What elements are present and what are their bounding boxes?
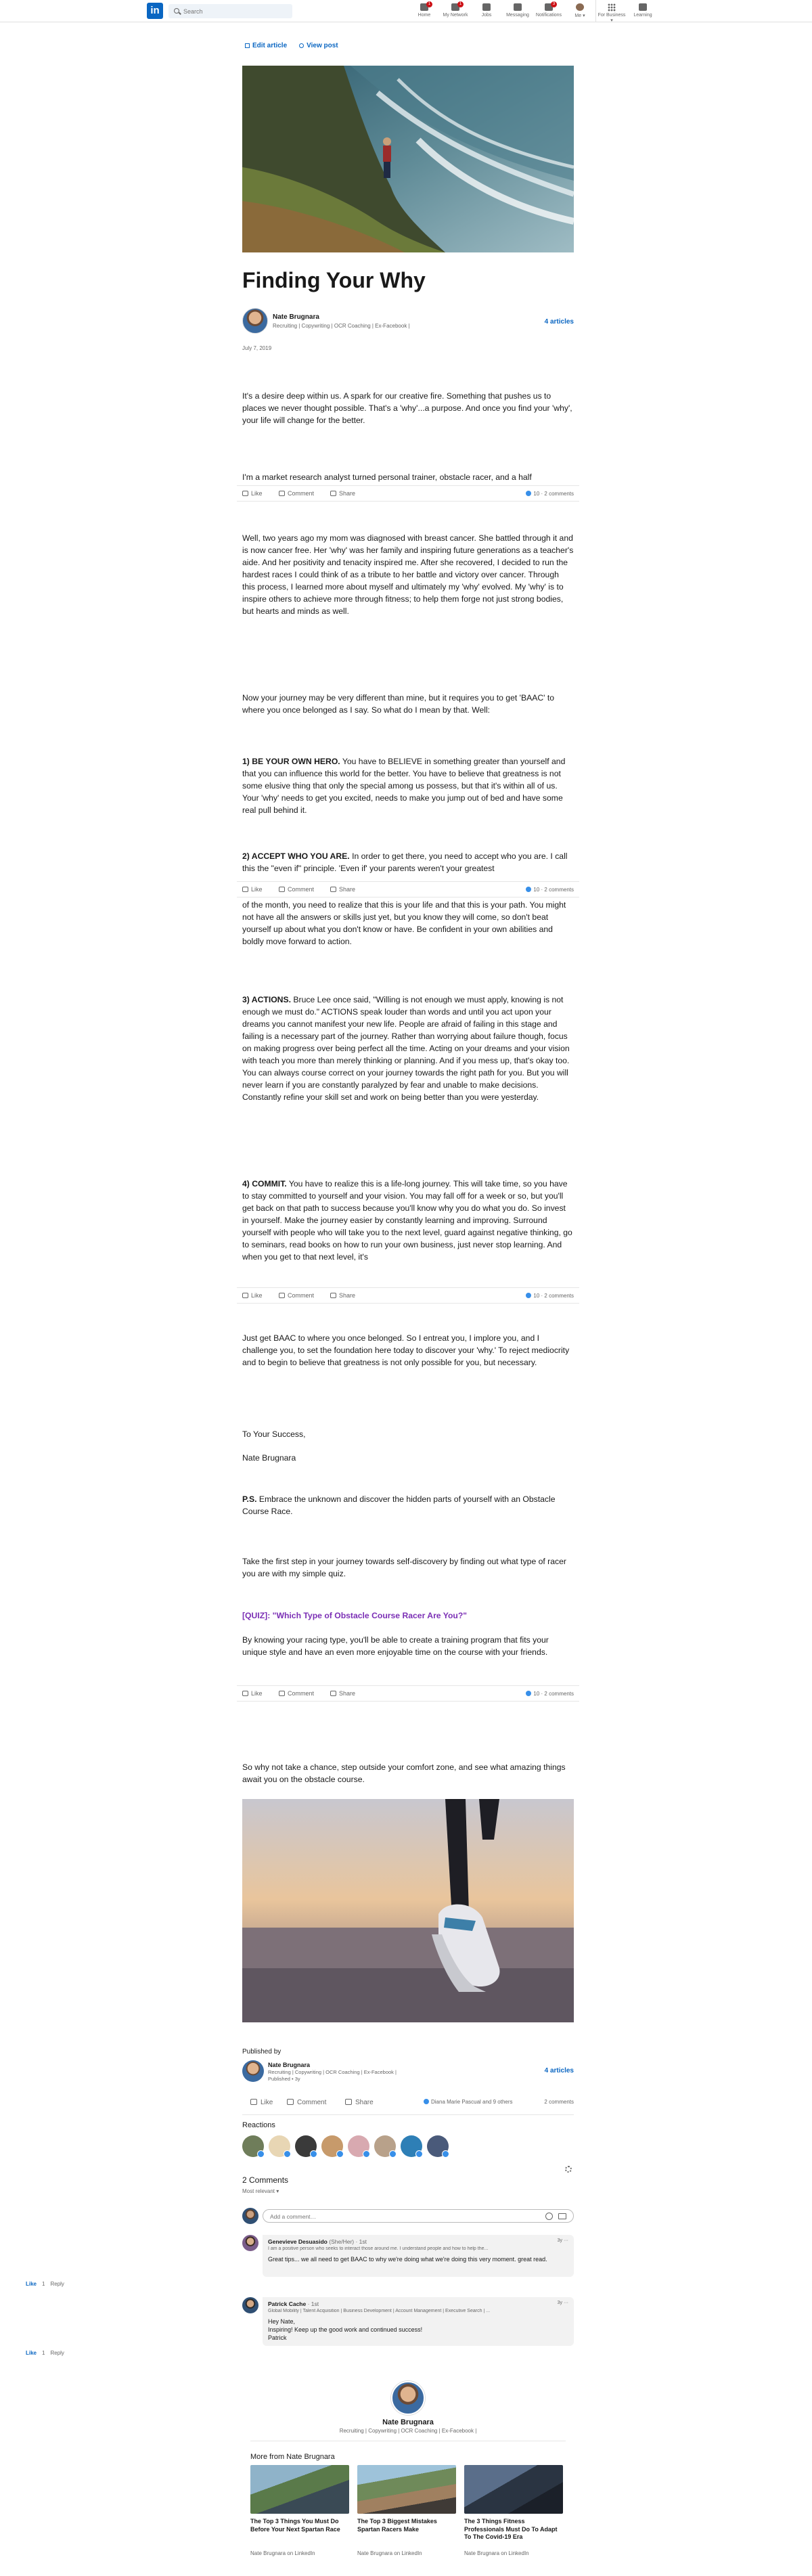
share-button[interactable] xyxy=(330,1690,355,1697)
quiz-link[interactable] xyxy=(242,1609,574,1622)
nav-items xyxy=(409,0,658,22)
paragraph xyxy=(242,850,574,874)
nav-messaging[interactable] xyxy=(502,0,533,22)
floating-social-bar xyxy=(237,485,579,502)
share-icon xyxy=(330,887,336,892)
author-block xyxy=(242,308,574,338)
share-label: Share xyxy=(355,2099,374,2106)
gear-icon[interactable] xyxy=(565,2166,572,2173)
article-card-source: Nate Brugnara on LinkedIn xyxy=(250,2550,315,2556)
article-card-thumbnail xyxy=(464,2465,563,2514)
avatar[interactable] xyxy=(242,2297,258,2313)
comment-item xyxy=(242,2235,574,2278)
comment-button[interactable] xyxy=(279,1292,314,1299)
thumbs-up-icon xyxy=(242,1293,248,1298)
publisher-headline: Recruiting | Copywriting | OCR Coaching | Ex-Facebook | xyxy=(268,2069,397,2075)
reactor-avatar[interactable] xyxy=(348,2135,369,2157)
briefcase-icon xyxy=(482,3,491,11)
author-footer-name[interactable]: Nate Brugnara xyxy=(382,2418,434,2426)
comment-button[interactable] xyxy=(279,1690,314,1697)
like-label: Like xyxy=(251,1690,263,1697)
comment-reply-button[interactable]: Reply xyxy=(50,2350,64,2356)
pencil-icon xyxy=(245,43,250,48)
notification-badge: 3 xyxy=(551,1,557,7)
nav-label: Jobs xyxy=(481,13,492,18)
emoji-icon[interactable] xyxy=(545,2213,553,2220)
article-card-title: The Top 3 Things You Must Do Before Your Next Spartan Race xyxy=(250,2518,340,2533)
like-label: Like xyxy=(251,490,263,497)
paragraph xyxy=(242,1493,574,1517)
like-label: Like xyxy=(251,1292,263,1299)
comment-actions xyxy=(26,2281,64,2287)
like-button[interactable] xyxy=(250,2099,273,2106)
paragraph-body: You have to realize this is a life-long journey. This will take time, so you have to stay committed to yourself and your vision. You may fall off for a week or so, but you'll get back on that path to success because you'll know why you do what you do. So invest in yourself. Make the journey easier by constantly learning and improving. Surround yourself with people who will take you to the next level, guard against negative thinking, go to seminars, read books on how to run your own business, just never stop learning. And when you get to that next level, it's xyxy=(242,1179,572,1262)
nav-me[interactable] xyxy=(564,0,595,22)
comment-icon xyxy=(287,2099,294,2105)
article-card-thumbnail xyxy=(357,2465,456,2514)
social-counts[interactable] xyxy=(526,887,574,893)
paragraph-heading: 2) ACCEPT WHO YOU ARE. xyxy=(242,851,350,861)
author-articles-link[interactable]: 4 articles xyxy=(544,318,574,326)
nav-inner xyxy=(144,0,658,22)
reactor-avatar[interactable] xyxy=(401,2135,422,2157)
like-reaction-icon xyxy=(363,2150,370,2158)
paragraph: Take the first step in your journey towards self-discovery by finding out what type of racer you are with my simple quiz. xyxy=(242,1557,566,1578)
reactor-avatar[interactable] xyxy=(269,2135,290,2157)
running-shoe-image xyxy=(242,1799,574,2022)
author-footer-avatar[interactable] xyxy=(391,2381,425,2415)
comment-icon xyxy=(279,887,285,892)
thumbs-up-icon xyxy=(242,491,248,496)
quiz-link-text[interactable]: [QUIZ]: "Which Type of Obstacle Course Racer Are You?" xyxy=(242,1611,468,1620)
more-from-heading: More from Nate Brugnara xyxy=(250,2453,335,2461)
paragraph: Well, two years ago my mom was diagnosed with breast cancer. She battled through it and is now cancer free. Her 'why' was her family and inspiring future generations as a teacher's aide. And her positivity and tenacity inspired me. After she recovered, I decided to run the hardest races I could think of as a tribute to her battle and victory over cancer. Through this process, I learned more about myself and ultimately my 'why' evolved. My 'why' is to inspire others to achieve more through fitness; to help them forge not just strong bodies, but hearts and minds as well. xyxy=(242,533,574,616)
reactions-heading: Reactions xyxy=(242,2121,275,2129)
comment-actions xyxy=(26,2350,64,2356)
like-button[interactable] xyxy=(242,1690,263,1697)
like-reaction-icon xyxy=(526,491,531,496)
comment-like-count[interactable]: 1 xyxy=(42,2281,45,2287)
comment-like-button[interactable]: Like xyxy=(26,2281,37,2287)
publisher-name[interactable]: Nate Brugnara xyxy=(268,2062,311,2068)
like-button[interactable] xyxy=(242,886,263,893)
like-label: Like xyxy=(261,2099,273,2106)
like-reaction-icon xyxy=(284,2150,291,2158)
comment-label: Comment xyxy=(288,490,315,497)
share-button[interactable] xyxy=(330,1292,355,1299)
article-social-actions xyxy=(242,2096,574,2111)
like-reaction-icon xyxy=(336,2150,344,2158)
like-reaction-icon xyxy=(415,2150,423,2158)
reactor-avatar[interactable] xyxy=(427,2135,449,2157)
article-edit-bar xyxy=(245,42,338,51)
author-name[interactable]: Nate Brugnara xyxy=(273,313,319,321)
comment-label: Comment xyxy=(297,2099,327,2106)
floating-social-bar xyxy=(237,1685,579,1702)
commenter-name-text: Patrick Cache xyxy=(268,2301,307,2307)
reactor-avatar[interactable] xyxy=(242,2135,264,2157)
avatar[interactable] xyxy=(242,2235,258,2251)
nav-label: Messaging xyxy=(506,13,529,18)
published-time: Published • 3y xyxy=(268,2076,300,2082)
share-label: Share xyxy=(339,1292,356,1299)
image-icon[interactable] xyxy=(558,2213,566,2219)
like-button[interactable] xyxy=(242,490,263,497)
cover-image xyxy=(242,66,574,252)
notification-badge: 1 xyxy=(426,1,432,7)
comment-icon xyxy=(279,491,285,496)
social-counts[interactable] xyxy=(526,1691,574,1697)
comment-bubble xyxy=(263,2297,574,2346)
article-card[interactable] xyxy=(250,2465,349,2567)
floating-social-bar xyxy=(237,1287,579,1304)
comment-label: Comment xyxy=(288,1690,315,1697)
nav-label: Learning xyxy=(633,13,652,18)
nav-for-business[interactable] xyxy=(596,0,627,22)
author-headline: Recruiting | Copywriting | OCR Coaching | Ex-Facebook | xyxy=(273,323,410,329)
comment-box[interactable] xyxy=(263,2209,574,2223)
share-label: Share xyxy=(339,886,356,893)
share-icon xyxy=(330,1293,336,1298)
author-footer-headline: Recruiting | Copywriting | OCR Coaching | Ex-Facebook | xyxy=(339,2428,477,2434)
paragraph-body: In order to get there, you need to accept who you are. I call this the "even if" principle. 'Even if' your parents weren't your greatest xyxy=(242,851,568,873)
commenter-name[interactable] xyxy=(268,2238,568,2245)
search-box[interactable] xyxy=(168,4,292,18)
commenter-headline: I am a positive person who seeks to interact those around me. I understand people and how to help the... xyxy=(268,2246,489,2251)
nav-my-network[interactable] xyxy=(440,0,471,22)
paragraph: Just get BAAC to where you once belonged. So I entreat you, I implore you, and I challenge you, to set the foundation here today to discover your 'why.' To reject mediocrity and to begin to believe that greatness is not only possible for you, but necessary. xyxy=(242,1333,570,1367)
reactions-list xyxy=(242,2135,449,2157)
nav-jobs[interactable] xyxy=(471,0,502,22)
comment-icon xyxy=(279,1293,285,1298)
like-reaction-icon xyxy=(424,2099,429,2104)
publish-date: July 7, 2019 xyxy=(242,345,272,351)
reactor-avatar[interactable] xyxy=(321,2135,343,2157)
comment-button[interactable] xyxy=(279,886,314,893)
like-reaction-icon xyxy=(526,1691,531,1696)
avatar xyxy=(576,3,584,11)
edit-article-link[interactable] xyxy=(245,42,287,51)
paragraph: Now your journey may be very different than mine, but it requires you to get 'BAAC' to where you once belonged as I say. So what do I mean by that. Well: xyxy=(242,693,555,715)
nav-home[interactable] xyxy=(409,0,440,22)
paragraph: To Your Success, xyxy=(242,1429,306,1439)
edit-article-label: Edit article xyxy=(252,42,288,49)
comment-reply-button[interactable]: Reply xyxy=(50,2281,64,2287)
like-reaction-icon xyxy=(526,887,531,892)
paragraph: It's a desire deep within us. A spark for our creative fire. Something that pushes us to places we never thought possible. That's a 'why'...a purpose. And once you find your 'why', your life will change for the better. xyxy=(242,391,572,425)
comment-button[interactable] xyxy=(279,490,314,497)
publisher-articles-link[interactable]: 4 articles xyxy=(544,2067,574,2074)
avatar[interactable] xyxy=(242,2060,264,2082)
paragraph: Nate Brugnara xyxy=(242,1453,296,1463)
learning-icon xyxy=(639,3,647,11)
nav-learning[interactable] xyxy=(627,0,658,22)
comment-label: Comment xyxy=(288,1292,315,1299)
article-card-title: The 3 Things Fitness Professionals Must Do To Adapt To The Covid-19 Era xyxy=(464,2518,558,2540)
social-counts[interactable] xyxy=(526,491,574,497)
comment-time-menu[interactable]: 3y ··· xyxy=(557,2301,568,2305)
comment-text: Hey Nate, Inspiring! Keep up the good work and continued success! Patrick xyxy=(268,2318,423,2341)
thumbs-up-icon xyxy=(250,2099,257,2105)
nav-label: Home xyxy=(418,13,431,18)
comment-button[interactable] xyxy=(287,2099,326,2106)
nav-label: Me ▾ xyxy=(574,14,585,18)
paragraph-body: Embrace the unknown and discover the hidden parts of yourself with an Obstacle Course Race. xyxy=(242,1494,556,1516)
paragraph xyxy=(242,1178,574,1263)
commenter-headline: Global Mobility | Talent Acquisition | Business Development | Account Management | Executive Search | ... xyxy=(268,2309,491,2313)
like-reaction-icon xyxy=(389,2150,397,2158)
reactor-avatar[interactable] xyxy=(374,2135,396,2157)
view-post-link[interactable] xyxy=(299,42,338,51)
view-post-label: View post xyxy=(307,42,338,49)
paragraph-body: Bruce Lee once said, "Willing is not enough we must apply, knowing is not enough we must do." ACTIONS speak louder than words and until you act upon your dreams you cannot manifest your new life. People are afraid of failing in this stage and failing is a necessary part of the journey. Rather than worrying about failure though, focus on making progress over being perfect all the time. Acting on your dreams and your vision with teach you more than merely thinking or planning. And if you mess up, that's okay too. You can always course correct on your journey towards the right path for you. But you will never learn if you are constantly paralyzed by fear and unable to make decisions. Constantly refine your skill set and work on being better than you were yesterday. xyxy=(242,995,570,1102)
paragraph xyxy=(242,994,574,1103)
comment-icon xyxy=(279,1691,285,1696)
social-count-text: 10 · 2 comments xyxy=(533,1691,574,1697)
paragraph-heading: 1) BE YOUR OWN HERO. xyxy=(242,757,340,766)
nav-label: For Business ▾ xyxy=(597,13,626,23)
like-reaction-icon xyxy=(442,2150,449,2158)
comment-item xyxy=(242,2297,574,2343)
comment-time-menu[interactable]: 3y ··· xyxy=(557,2238,568,2243)
reactor-avatar[interactable] xyxy=(295,2135,317,2157)
nav-notifications[interactable] xyxy=(533,0,564,22)
published-by xyxy=(242,2048,574,2082)
comment-like-count[interactable]: 1 xyxy=(42,2350,45,2356)
comment-bubble xyxy=(263,2235,574,2277)
comment-text: Great tips... we all need to get BAAC to why we're doing what we're doing this very moment. great read. xyxy=(268,2256,547,2263)
share-icon xyxy=(330,491,336,496)
article-card-thumbnail xyxy=(250,2465,349,2514)
comment-input[interactable] xyxy=(270,2212,527,2221)
nav-label: Notifications xyxy=(535,13,562,18)
article-card[interactable] xyxy=(357,2465,456,2567)
search-input[interactable] xyxy=(183,6,285,16)
share-label: Share xyxy=(339,490,356,497)
author-avatar[interactable] xyxy=(242,308,268,334)
social-count-text: 10 · 2 comments xyxy=(533,887,574,893)
running-shoe-photo xyxy=(242,1799,574,2022)
comments-count-link[interactable]: 2 comments xyxy=(544,2099,574,2105)
paragraph: So why not take a chance, step outside your comfort zone, and see what amazing things await you on the obstacle course. xyxy=(242,1762,566,1784)
thumbs-up-icon xyxy=(242,887,248,892)
linkedin-logo[interactable]: in xyxy=(147,3,163,19)
like-reaction-icon xyxy=(526,1293,531,1298)
coastal-cliff-photo xyxy=(242,66,574,252)
paragraph: of the month, you need to realize that this is your life and that this is your path. You might not have all the answers or skills just yet, but you know they will come, so don't beat yourself up about what you don't know or have. Be confident in your own abilities and boldly move forward to action. xyxy=(242,900,566,946)
published-by-label: Published by xyxy=(242,2048,281,2056)
article-title: Finding Your Why xyxy=(242,268,426,292)
article-card-source: Nate Brugnara on LinkedIn xyxy=(357,2550,422,2556)
like-label: Like xyxy=(251,886,263,893)
paragraph-body: You have to BELIEVE in something greater than yourself and that you can influence this world for the better. You have to believe that greatness is not some elusive thing that only the special among us possess, but that it's within all of us. Your 'why' needs to get you excited, needs to make you jump out of bed and have some real pull behind it. xyxy=(242,757,566,815)
paragraph: I'm a market research analyst turned personal trainer, obstacle racer, and a half xyxy=(242,472,532,482)
thumbs-up-icon xyxy=(242,1691,248,1696)
comment-label: Comment xyxy=(288,886,315,893)
eye-icon xyxy=(299,43,304,48)
search-icon xyxy=(174,8,179,14)
social-counts[interactable] xyxy=(526,1293,574,1299)
social-count-text: 10 · 2 comments xyxy=(533,491,574,497)
like-reaction-icon xyxy=(310,2150,317,2158)
article-card[interactable] xyxy=(464,2465,563,2567)
paragraph-heading: 3) ACTIONS. xyxy=(242,995,291,1004)
nav-label: My Network xyxy=(443,13,468,18)
floating-social-bar xyxy=(237,881,579,897)
notification-badge: 1 xyxy=(457,1,464,7)
share-label: Share xyxy=(339,1690,356,1697)
comments-heading: 2 Comments xyxy=(242,2175,289,2185)
share-button[interactable] xyxy=(330,886,355,893)
commenter-degree: · 1st xyxy=(307,2301,319,2307)
avatar xyxy=(242,2208,258,2224)
paragraph-heading: P.S. xyxy=(242,1494,257,1504)
paragraph-heading: 4) COMMIT. xyxy=(242,1179,287,1189)
more-articles xyxy=(250,2465,563,2567)
paragraph xyxy=(242,755,574,816)
global-nav xyxy=(0,0,812,22)
reactions-summary[interactable] xyxy=(424,2099,513,2105)
message-icon xyxy=(514,3,522,11)
commenter-degree: (She/Her) · 1st xyxy=(329,2238,367,2245)
comment-like-button[interactable]: Like xyxy=(26,2350,37,2356)
commenter-name-text: Genevieve Desuasido xyxy=(268,2238,328,2245)
like-reaction-icon xyxy=(257,2150,265,2158)
grid-icon xyxy=(608,3,616,12)
like-button[interactable] xyxy=(242,1292,263,1299)
comments-sort-dropdown[interactable]: Most relevant ▾ xyxy=(242,2188,279,2194)
paragraph: By knowing your racing type, you'll be able to create a training program that fits your unique style and have an even more enjoyable time on the course with your friends. xyxy=(242,1635,549,1657)
article-card-title: The Top 3 Biggest Mistakes Spartan Racers Make xyxy=(357,2518,437,2533)
share-icon xyxy=(345,2099,352,2105)
divider xyxy=(242,2114,574,2115)
article-card-source: Nate Brugnara on LinkedIn xyxy=(464,2550,529,2556)
share-button[interactable] xyxy=(330,490,355,497)
social-count-text: 10 · 2 comments xyxy=(533,1293,574,1299)
commenter-name[interactable] xyxy=(268,2301,568,2307)
reactions-summary-text: Diana Marie Pascual and 9 others xyxy=(431,2099,513,2105)
share-icon xyxy=(330,1691,336,1696)
share-button[interactable] xyxy=(345,2099,374,2106)
